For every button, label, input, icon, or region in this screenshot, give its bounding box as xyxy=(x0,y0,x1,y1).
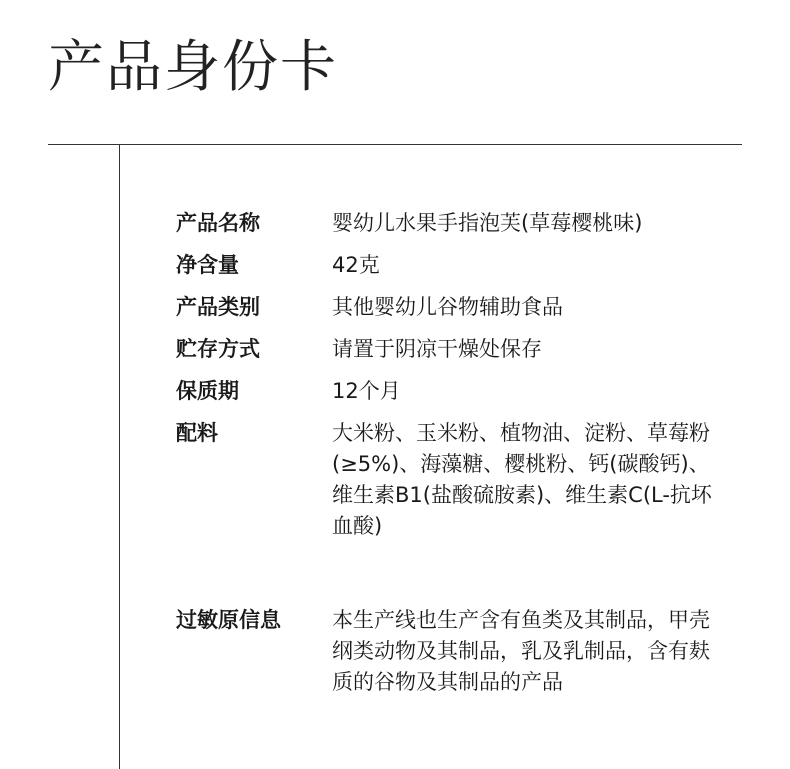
spec-label: 贮存方式 xyxy=(176,337,260,361)
spec-label: 产品名称 xyxy=(176,211,260,235)
spec-row-storage xyxy=(176,334,736,365)
spec-value: 其他婴幼儿谷物辅助食品 xyxy=(332,295,563,319)
product-spec-list xyxy=(176,208,736,698)
spec-row-ingredients xyxy=(176,418,736,542)
page-title: 产品身份卡 xyxy=(48,35,338,100)
spec-label: 净含量 xyxy=(176,253,239,277)
spec-row-net-content xyxy=(176,250,736,281)
spec-label: 产品类别 xyxy=(176,295,260,319)
spec-row-shelf-life xyxy=(176,376,736,407)
spec-label: 保质期 xyxy=(176,379,239,403)
spec-row-allergen-info xyxy=(176,605,736,698)
horizontal-rule xyxy=(48,144,742,145)
spec-value: 大米粉、玉米粉、植物油、淀粉、草莓粉(≥5%)、海藻糖、樱桃粉、钙(碳酸钙)、维生素B1(盐酸硫胺素)、维生素C(L-抗坏血酸) xyxy=(332,421,712,538)
vertical-rule xyxy=(119,144,120,769)
spec-row-product-name xyxy=(176,208,736,239)
spec-label: 过敏原信息 xyxy=(176,608,281,632)
spec-value: 请置于阴凉干燥处保存 xyxy=(332,337,542,361)
spec-value: 本生产线也生产含有鱼类及其制品，甲壳纲类动物及其制品，乳及乳制品，含有麸质的谷物及其制品的产品 xyxy=(332,608,710,694)
spec-value: 婴幼儿水果手指泡芙(草莓樱桃味) xyxy=(332,211,643,235)
spec-row-category xyxy=(176,292,736,323)
spec-label: 配料 xyxy=(176,421,218,445)
spec-value: 12个月 xyxy=(332,379,401,403)
spec-value: 42克 xyxy=(332,253,380,277)
